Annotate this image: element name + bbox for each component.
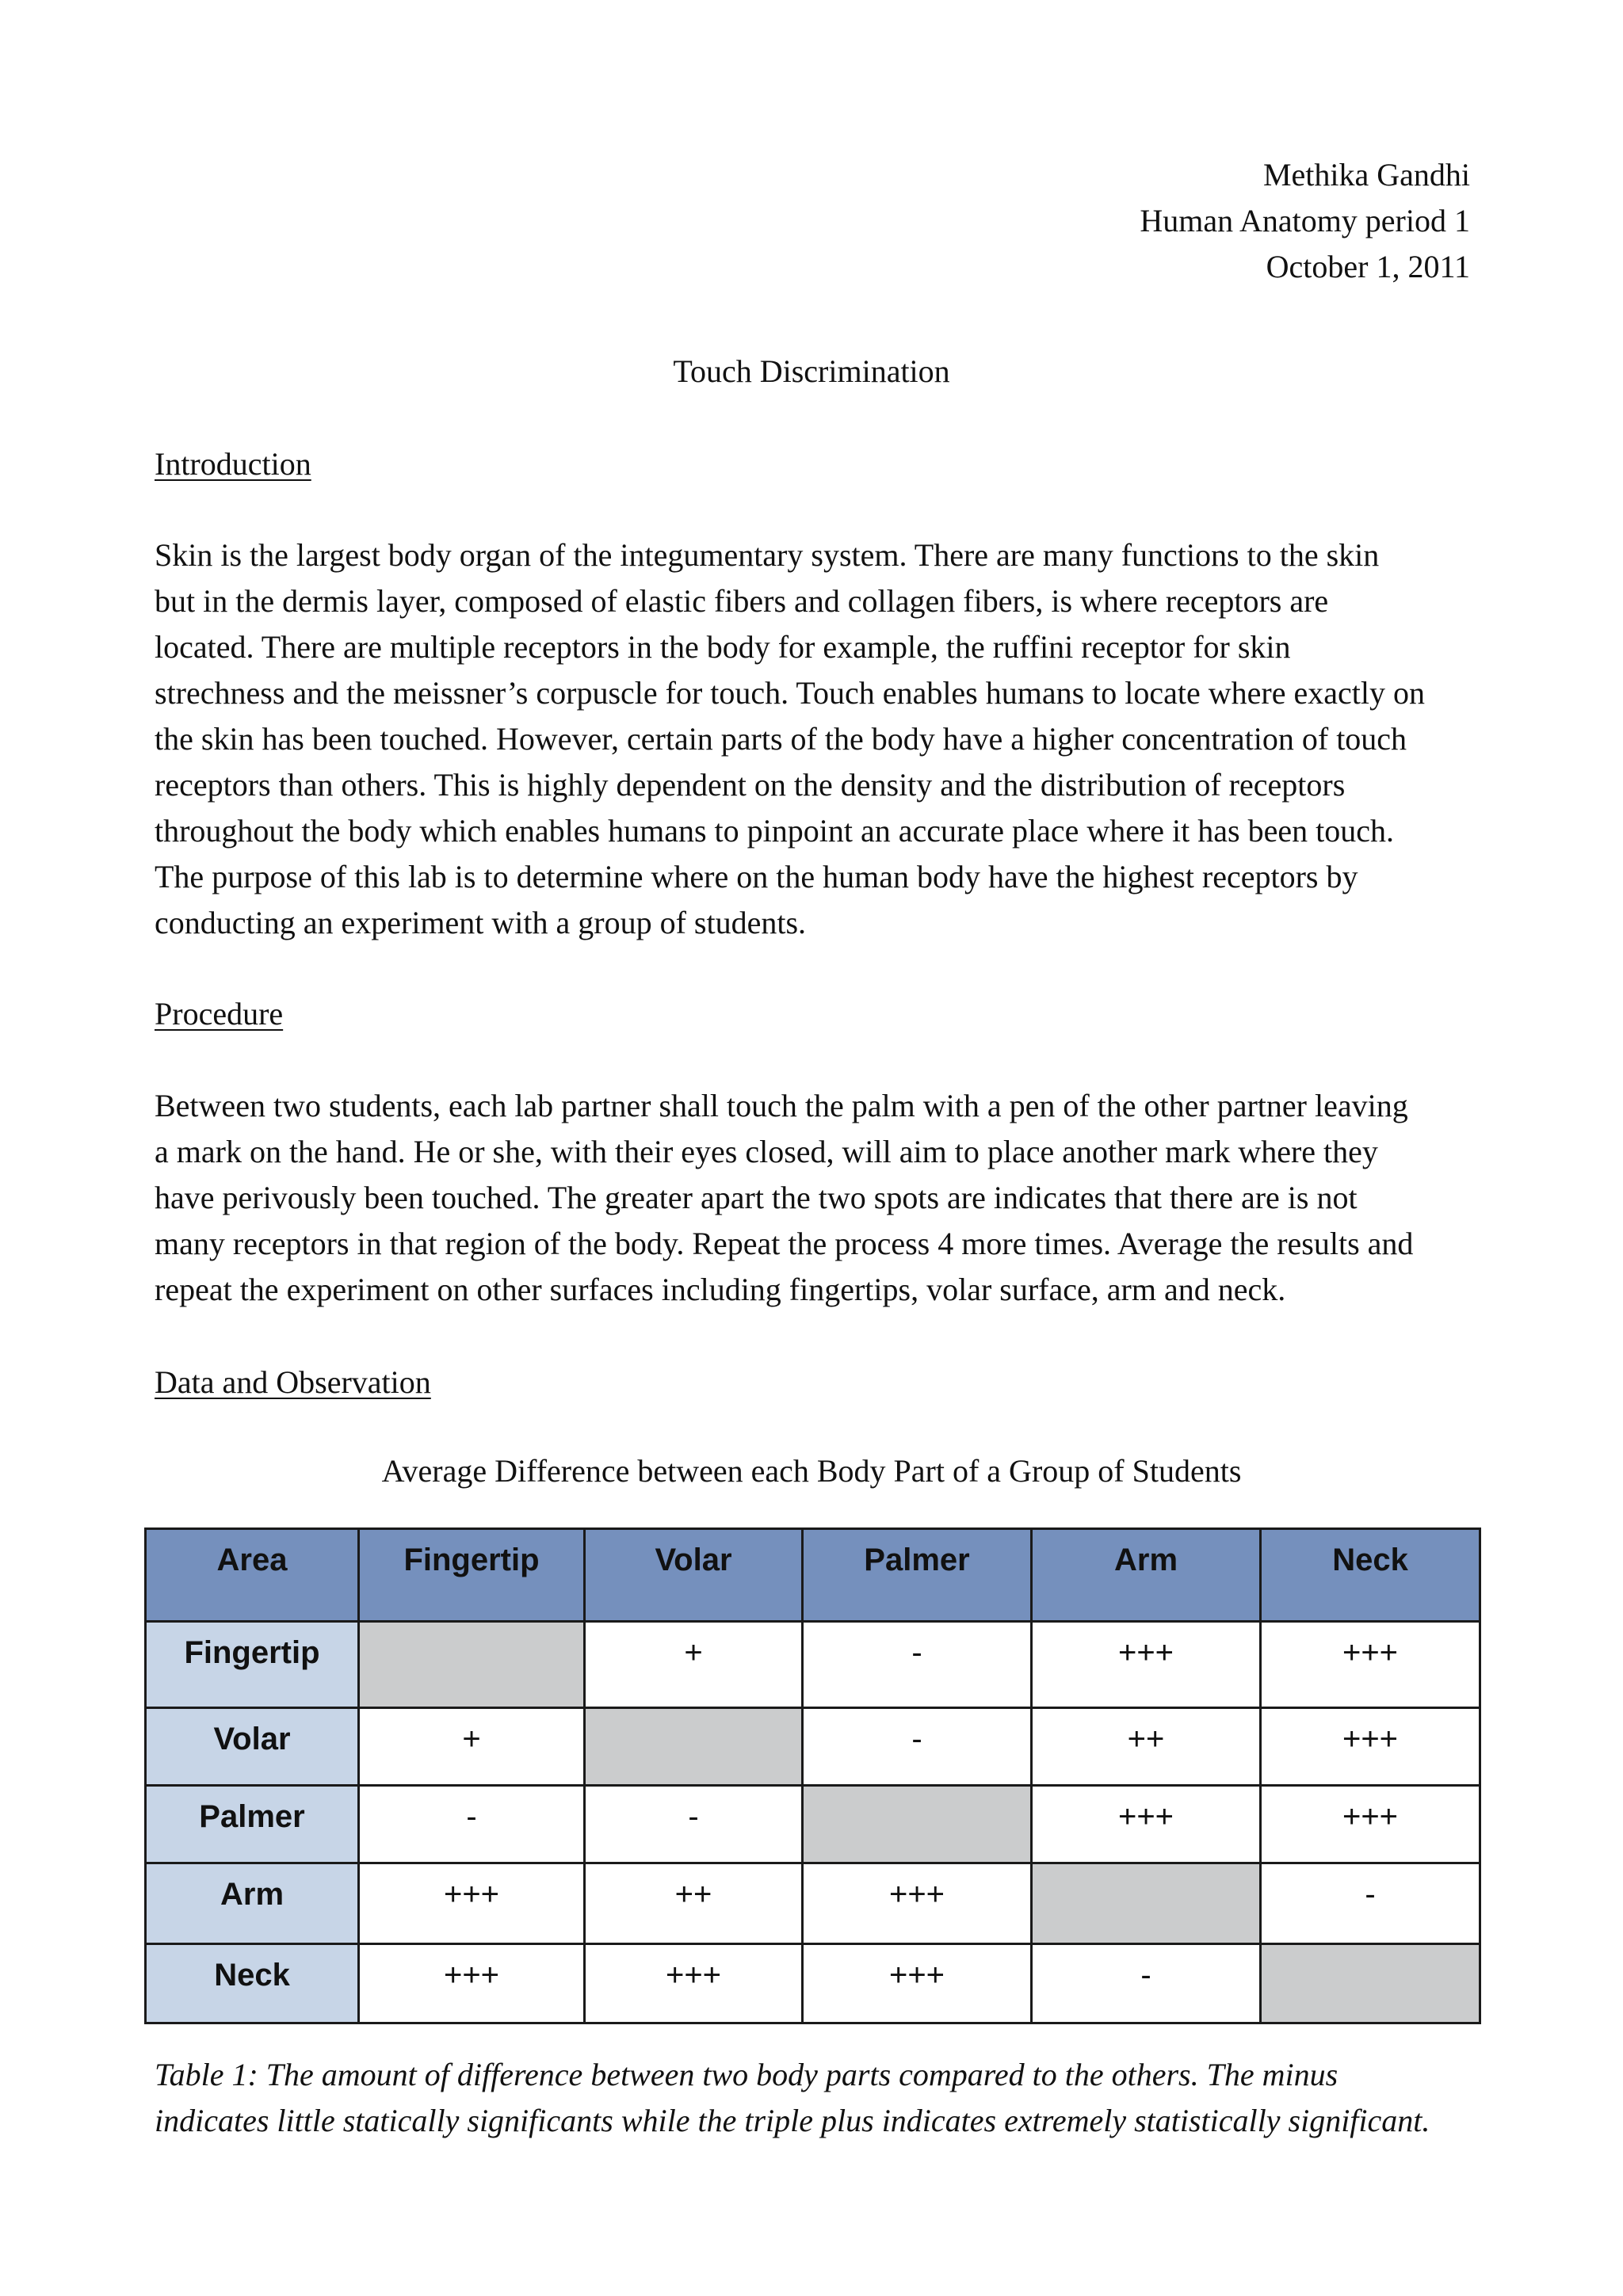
table-cell: +++ [1261,1622,1480,1708]
table-cell: + [585,1622,803,1708]
table-cell: +++ [803,1944,1032,2023]
procedure-line: repeat the experiment on other surfaces including fingertips, volar surface, arm and neck. [155,1272,1286,1307]
table-caption [155,2052,1502,2144]
caption-line: Table 1: The amount of difference between two body parts compared to the others. The minus [155,2057,1338,2092]
introduction-line: the skin has been touched. However, certain parts of the body have a higher concentration of touch [155,721,1407,757]
table-cell: - [803,1622,1032,1708]
table-title: Average Difference between each Body Part of a Group of Students [381,1453,1242,1489]
caption-line: indicates little statically significants while the triple plus indicates extremely statistically significant. [155,2103,1430,2138]
row-header: Volar [146,1708,359,1786]
table-cell: +++ [1261,1786,1480,1863]
procedure-heading: Procedure [155,996,284,1032]
introduction-heading: Introduction [155,446,311,482]
procedure-line: Between two students, each lab partner shall touch the palm with a pen of the other partner leaving [155,1088,1408,1123]
introduction-line: located. There are multiple receptors in the body for example, the ruffini receptor for skin [155,629,1291,665]
table-row [146,1622,1480,1708]
introduction-line: strechness and the meissner’s corpuscle for touch. Touch enables humans to locate where exactly on [155,675,1425,711]
introduction-paragraph [155,532,1480,946]
procedure-paragraph [155,1083,1480,1313]
introduction-line: but in the dermis layer, composed of elastic fibers and collagen fibers, is where receptors are [155,583,1329,619]
row-header: Fingertip [146,1622,359,1708]
row-header: Neck [146,1944,359,2023]
data-heading: Data and Observation [155,1364,431,1400]
table-header-row [146,1529,1480,1622]
column-header: Arm [1032,1529,1261,1622]
introduction-line: The purpose of this lab is to determine where on the human body have the highest receptors by [155,859,1358,894]
table-cell: + [359,1708,585,1786]
introduction-line: Skin is the largest body organ of the integumentary system. There are many functions to the skin [155,537,1380,573]
table-cell: ++ [585,1863,803,1944]
introduction-line: conducting an experiment with a group of students. [155,905,807,940]
table-cell [359,1622,585,1708]
table-cell: +++ [359,1944,585,2023]
document-title: Touch Discrimination [673,353,950,389]
author-name: Methika Gandhi [1262,157,1470,193]
document-date: October 1, 2011 [1266,249,1470,284]
table-cell: - [359,1786,585,1863]
row-header: Arm [146,1863,359,1944]
table-cell: - [1261,1863,1480,1944]
row-header: Palmer [146,1786,359,1863]
table-row [146,1786,1480,1863]
table-cell [1032,1863,1261,1944]
table-cell: ++ [1032,1708,1261,1786]
comparison-table [144,1527,1481,2024]
table-cell: - [803,1708,1032,1786]
table-cell: +++ [1261,1708,1480,1786]
table-cell: +++ [359,1863,585,1944]
column-header: Area [146,1529,359,1622]
table-cell: - [1032,1944,1261,2023]
procedure-line: a mark on the hand. He or she, with their eyes closed, will aim to place another mark where they [155,1134,1378,1169]
column-header: Neck [1261,1529,1480,1622]
column-header: Fingertip [359,1529,585,1622]
table-cell: +++ [1032,1786,1261,1863]
course-name: Human Anatomy period 1 [1140,203,1470,238]
table-cell [585,1708,803,1786]
table-cell [1261,1944,1480,2023]
introduction-line: throughout the body which enables humans to pinpoint an accurate place where it has been touch. [155,813,1394,849]
table-cell: - [585,1786,803,1863]
document-header [1140,152,1470,290]
introduction-line: receptors than others. This is highly dependent on the density and the distribution of receptors [155,767,1346,803]
table-cell: +++ [803,1863,1032,1944]
column-header: Palmer [803,1529,1032,1622]
table-row [146,1708,1480,1786]
table-row [146,1863,1480,1944]
table-cell: +++ [1032,1622,1261,1708]
table-cell [803,1786,1032,1863]
table-row [146,1944,1480,2023]
procedure-line: many receptors in that region of the body. Repeat the process 4 more times. Average the results and [155,1226,1414,1261]
table-cell: +++ [585,1944,803,2023]
column-header: Volar [585,1529,803,1622]
procedure-line: have perivously been touched. The greater apart the two spots are indicates that there are is not [155,1180,1358,1215]
